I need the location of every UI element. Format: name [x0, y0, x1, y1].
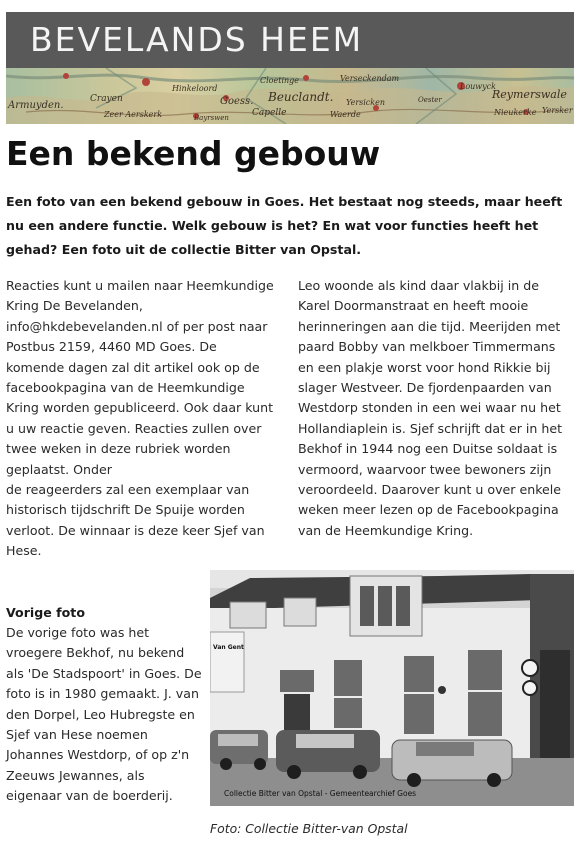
map-label: Yersicken: [346, 98, 386, 107]
right-column-paragraph: Leo woonde als kind daar vlakbij in de Karel Doormanstraat en heeft mooie herinneringen aan die tijd. Meerijden met paard Bobby van melkboer Timmermans en een plakje worst voor hond Rikkie bij slager Westveer. De fjordenpaarden van Westdorp stonden in een wei waar nu het Hollandiaplein is. Sjef schrijft dat er in het Bekhof in 1944 nog een Duitse soldaat is vermoord, waarvoor twee bewoners zijn veroordeeld. Daarover kunt u over enkele weken meer lezen op de Facebookpagina van de Heemkundige Kring.: [298, 278, 563, 538]
map-label: Yersker: [542, 106, 573, 115]
map-label: Bayrswen: [194, 114, 229, 122]
map-label: Armuyden.: [8, 100, 64, 111]
historic-map-strip: [6, 68, 574, 124]
map-label: Zeer Aerskerk: [104, 110, 163, 119]
map-label: Hinkeloord: [172, 84, 218, 93]
article-headline: Een bekend gebouw: [6, 134, 381, 173]
previous-photo-text: [6, 623, 202, 807]
map-label: Beuclandt.: [268, 90, 334, 104]
building-photo-illustration: [210, 570, 574, 806]
article-left-column: [6, 276, 276, 562]
map-label: Waerde: [330, 110, 361, 119]
previous-photo-paragraph: De vorige foto was het vroegere Bekhof, nu bekend als 'De Stadspoort' in Goes. De foto is in 1980 gemaakt. J. van den Dorpel, Leo Hubregste en Sjef van Hese noemen Johannes Westdorp, of op z'n Zeeuws Jewannes, als eigenaar van de boerderij.: [6, 625, 202, 804]
map-label: Louwyck: [460, 82, 496, 91]
left-column-paragraph: de reageerders zal een exemplaar van historisch tijdschrift De Spuije worden verloot. De winnaar is deze keer Sjef van Hese.: [6, 482, 265, 559]
map-label: Reymerswale: [492, 88, 567, 101]
article-right-column: [298, 276, 574, 541]
article-intro: Een foto van een bekend gebouw in Goes. Het bestaat nog steeds, maar heeft nu een andere functie. Welk gebouw is het? En wat voor functies heeft het gehad? Een foto uit de collectie Bitter van Opstal.: [6, 194, 563, 257]
masthead-banner: [6, 12, 574, 68]
shop-sign: Van Gent: [213, 644, 244, 651]
photo-caption: Foto: Collectie Bitter-van Opstal: [210, 821, 408, 836]
map-label: Capelle: [252, 108, 287, 118]
map-label: Verseckendam: [340, 74, 400, 83]
map-label: Crayen: [90, 94, 123, 104]
map-label: Goess.: [220, 96, 254, 107]
map-label: Cloetinge: [260, 76, 300, 85]
left-column-paragraph: Reacties kunt u mailen naar Heemkundige Kring De Bevelanden, info@hkdebevelanden.nl of per post naar Postbus 2159, 4460 MD Goes. De komende dagen zal dit artikel ook op de facebookpagina van de Heemkundige Kring worden gepubliceerd. Ook daar kunt u uw reactie geven. Reacties zullen over twee weken in deze rubriek worden geplaatst. Onder: [6, 278, 274, 477]
map-label: Nieukerke: [494, 108, 537, 117]
masthead-title: BEVELANDS HEEM: [30, 20, 364, 59]
building-photo: [210, 570, 574, 806]
photo-archive-credit: Collectie Bitter van Opstal - Gemeentearchief Goes: [224, 789, 417, 798]
map-label: Oester: [418, 96, 442, 104]
previous-photo-heading: Vorige foto: [6, 605, 85, 620]
